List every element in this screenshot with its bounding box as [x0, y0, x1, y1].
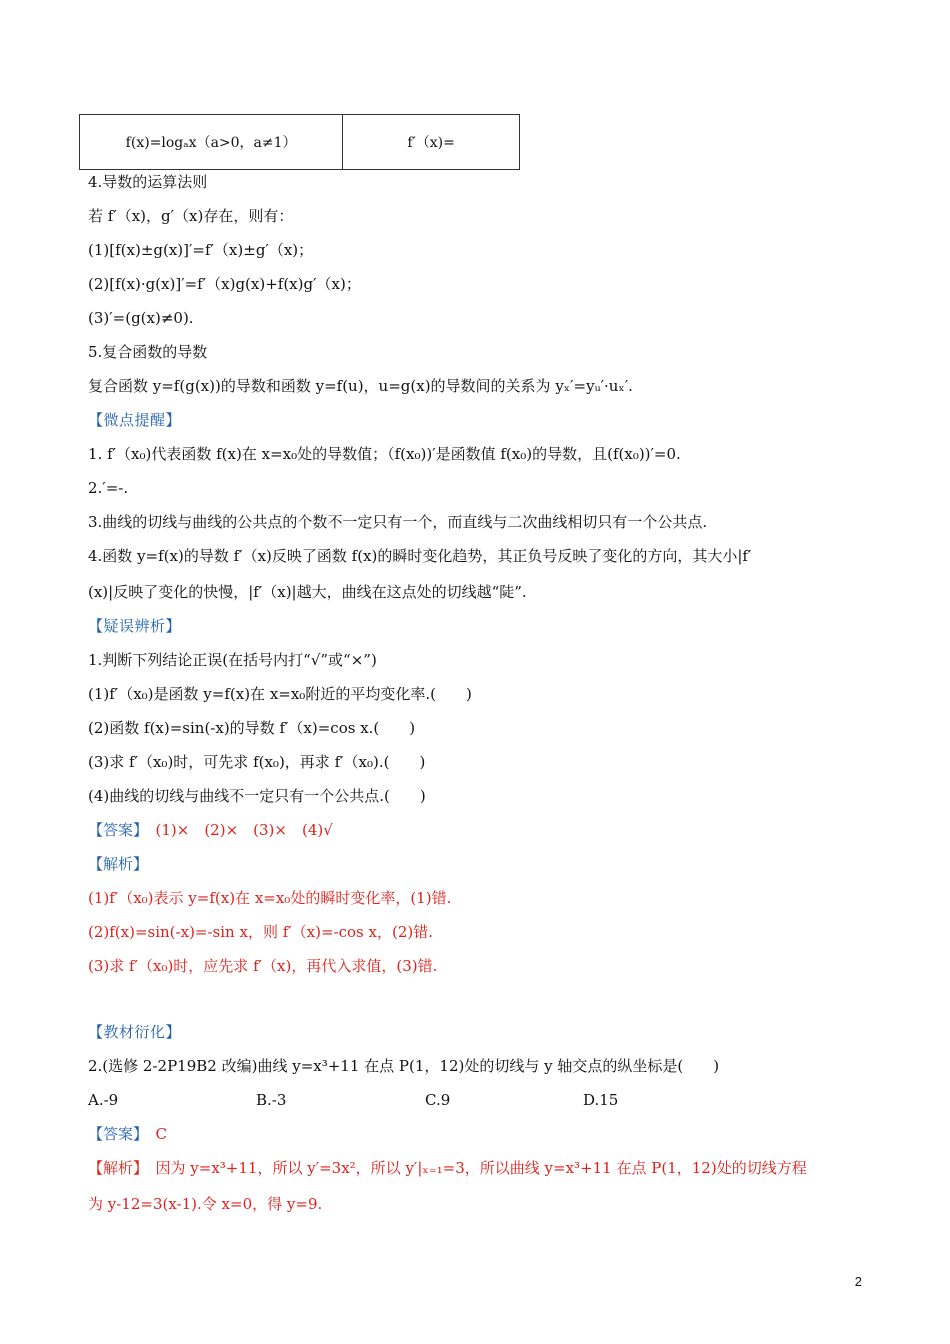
explanation-1-line-2: (2)f(x)=sin(-x)=-sin x，则 f′（x)=-cos x，(2)错. — [88, 923, 433, 941]
explanation-2-line-1 — [88, 1158, 807, 1178]
table-row — [80, 115, 520, 170]
tip-4-line-1: 4.函数 y=f(x)的导数 f′（x)反映了函数 f(x)的瞬时变化趋势，其正负号反映了变化的方向，其大小|f′ — [88, 547, 752, 565]
error-heading: 【疑误辨析】 — [88, 617, 182, 635]
error-item-1: (1)f′（x₀)是函数 y=f(x)在 x=x₀附近的平均变化率.( ) — [88, 685, 472, 703]
option-c: C.9 — [425, 1091, 451, 1109]
error-item-3: (3)求 f′（x₀)时，可先求 f(x₀)，再求 f′（x₀).( ) — [88, 753, 426, 771]
tip-3: 3.曲线的切线与曲线的公共点的个数不一定只有一个，而直线与二次曲线相切只有一个公共点. — [88, 513, 708, 531]
rule-3: (3)′=(g(x)≠0). — [88, 309, 194, 327]
rule-2: (2)[f(x)·g(x)]′=f′（x)g(x)+f(x)g′（x)； — [88, 275, 361, 293]
rule-1: (1)[f(x)±g(x)]′=f′（x)±g′（x)； — [88, 241, 314, 259]
textbook-heading: 【教材衍化】 — [88, 1023, 182, 1041]
section-5-title: 5.复合函数的导数 — [88, 343, 208, 361]
table-cell-function: f(x)=logₐx（a>0，a≠1） — [80, 115, 343, 170]
tip-2: 2.′=-. — [88, 479, 129, 497]
answer-label: 【答案】 — [88, 821, 141, 839]
explanation-2-line-2: 为 y-12=3(x-1).令 x=0，得 y=9. — [88, 1195, 323, 1213]
error-question: 1.判断下列结论正误(在括号内打“√”或“×”) — [88, 651, 377, 669]
explanation-1-line-3: (3)求 f′（x₀)时，应先求 f′（x)，再代入求值，(3)错. — [88, 957, 438, 975]
answer-label: 【答案】 — [88, 1125, 141, 1143]
answer-text: C — [140, 1125, 167, 1143]
table-cell-derivative: f′（x)= — [343, 115, 520, 170]
answer-2 — [88, 1124, 167, 1144]
section-4-intro: 若 f′（x)，g′（x)存在，则有： — [88, 207, 294, 225]
tip-1: 1. f′（x₀)代表函数 f(x)在 x=x₀处的导数值；（f(x₀))′是函数值 f(x₀)的导数，且(f(x₀))′=0. — [88, 445, 681, 463]
question-2: 2.(选修 2-2P19B2 改编)曲线 y=x³+11 在点 P(1，12)处的切线与 y 轴交点的纵坐标是( ) — [88, 1057, 720, 1075]
explanation-text: 因为 y=x³+11，所以 y′=3x²，所以 y′|ₓ₌₁=3，所以曲线 y=x³+11 在点 P(1，12)处的切线方程 — [140, 1159, 807, 1177]
error-item-2: (2)函数 f(x)=sin(-x)的导数 f′（x)=cos x.( ) — [88, 719, 416, 737]
explanation-1-line-1: (1)f′（x₀)表示 y=f(x)在 x=x₀处的瞬时变化率，(1)错. — [88, 889, 452, 907]
option-d: D.15 — [583, 1091, 619, 1109]
answer-text: (1)× (2)× (3)× (4)√ — [140, 821, 333, 839]
answer-1 — [88, 820, 333, 840]
explanation-label: 【解析】 — [88, 1159, 141, 1177]
error-item-4: (4)曲线的切线与曲线不一定只有一个公共点.( ) — [88, 787, 426, 805]
tip-heading: 【微点提醒】 — [88, 411, 182, 429]
page-number: 2 — [854, 1274, 862, 1289]
section-4-title: 4.导数的运算法则 — [88, 173, 208, 191]
formula-table — [79, 114, 520, 170]
option-b: B.-3 — [256, 1091, 287, 1109]
explanation-1-label: 【解析】 — [88, 855, 149, 873]
option-a: A.-9 — [88, 1091, 119, 1109]
tip-4-line-2: (x)|反映了变化的快慢，|f′（x)|越大，曲线在这点处的切线越“陡”. — [88, 583, 527, 601]
section-5-text: 复合函数 y=f(g(x))的导数和函数 y=f(u)，u=g(x)的导数间的关系为 yₓ′=yᵤ′·uₓ′. — [88, 377, 633, 395]
